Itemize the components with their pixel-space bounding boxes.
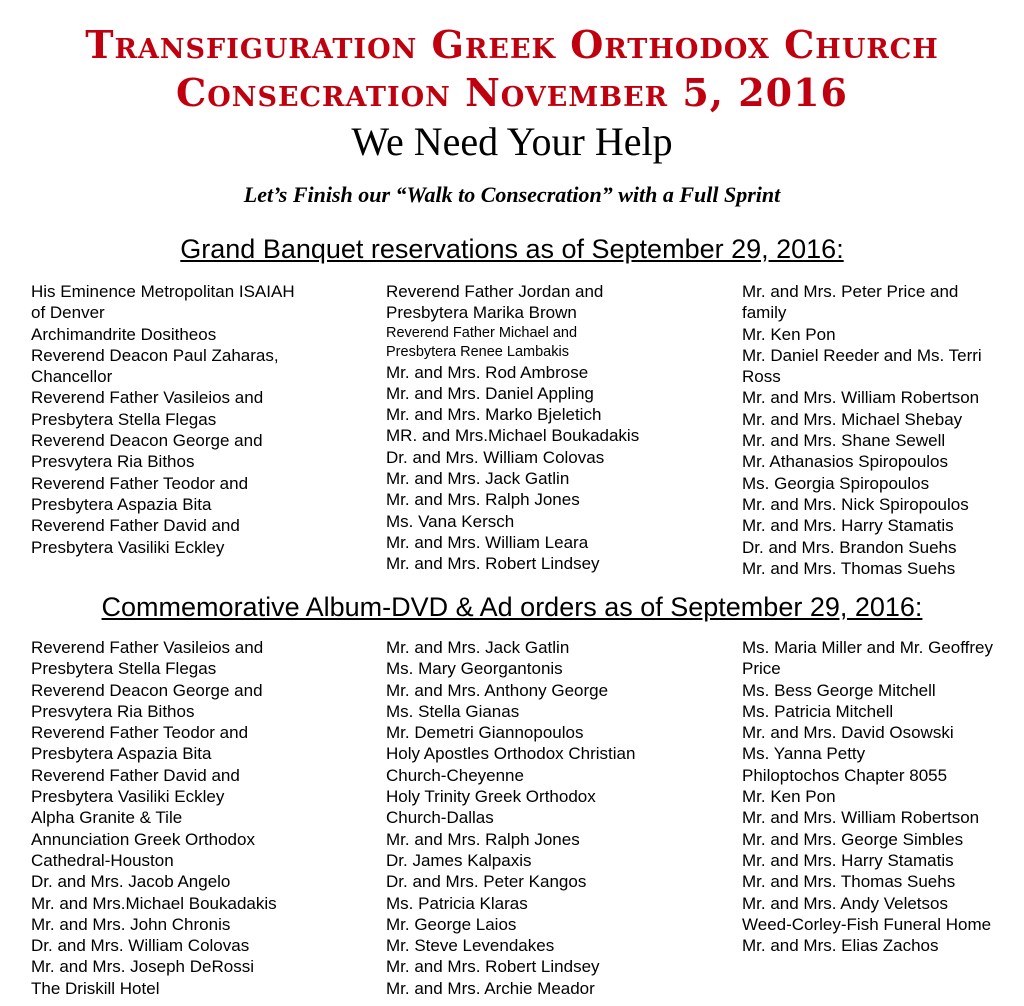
name-entry: Mr. and Mrs. Archie Meador	[386, 978, 595, 998]
name-entry: Mr. and Mrs. Anthony George	[386, 680, 609, 700]
name-entry: Presvytera Ria Bithos	[31, 701, 195, 721]
name-entry: Presbytera Stella Flegas	[31, 409, 217, 429]
headline: We Need Your Help	[351, 119, 673, 164]
name-entry: Alpha Granite & Tile	[31, 808, 183, 828]
name-entry: Archimandrite Dositheos	[31, 324, 217, 344]
name-entry: Mr. Daniel Reeder and Ms. Terri	[742, 345, 982, 365]
name-entry: The Driskill Hotel	[31, 978, 160, 998]
name-entry: Mr. Ken Pon	[742, 324, 836, 344]
name-entry: Ms. Mary Georgantonis	[386, 659, 563, 679]
name-entry: family	[742, 303, 787, 323]
name-entry: Philoptochos Chapter 8055	[742, 765, 948, 785]
name-entry: Ms. Yanna Petty	[742, 744, 866, 764]
name-entry: Mr. and Mrs. Thomas Suehs	[742, 558, 956, 578]
name-entry: Mr. and Mrs. Ralph Jones	[386, 829, 580, 849]
name-entry: Reverend Father Vasileios and	[31, 388, 264, 408]
name-entry: Reverend Deacon George and	[31, 431, 263, 451]
name-entry: Mr. and Mrs. Rod Ambrose	[386, 362, 589, 382]
name-entry: Reverend Father Teodor and	[31, 723, 249, 743]
name-entry: Presbytera Marika Brown	[386, 303, 577, 323]
name-entry: Ms. Bess George Mitchell	[742, 680, 936, 700]
name-entry: Mr. Athanasios Spiropoulos	[742, 452, 949, 472]
album-heading: Commemorative Album-DVD & Ad orders as of September 29, 2016:	[101, 592, 923, 622]
name-entry: Dr. and Mrs. William Colovas	[386, 447, 605, 467]
name-entry: Mr. and Mrs. Marko Bjeletich	[386, 405, 602, 425]
name-entry: Mr. and Mrs.Michael Boukadakis	[31, 893, 277, 913]
name-entry: Reverend Father Jordan and	[386, 282, 604, 301]
name-entry: Reverend Father Vasileios and	[31, 638, 264, 657]
name-entry: Mr. and Mrs. William Leara	[386, 532, 589, 552]
name-entry: Mr. and Mrs. William Robertson	[742, 808, 980, 828]
name-entry: Reverend Father Teodor and	[31, 473, 249, 493]
name-entry: Mr. and Mrs. Jack Gatlin	[386, 469, 570, 489]
name-entry: Mr. and Mrs. Ralph Jones	[386, 490, 580, 510]
name-entry: Church-Dallas	[386, 808, 494, 828]
name-entry: of Denver	[31, 303, 105, 323]
name-entry: Mr. and Mrs. Elias Zachos	[742, 936, 939, 956]
name-entry: Mr. Demetri Giannopoulos	[386, 723, 584, 743]
banquet-column-2	[386, 281, 726, 575]
name-entry: Price	[742, 659, 781, 679]
name-entry: Ms. Vana Kersch	[386, 511, 515, 531]
name-entry: Reverend Father David and	[31, 765, 240, 785]
name-entry: MR. and Mrs.Michael Boukadakis	[386, 426, 640, 446]
name-entry: Ms. Georgia Spiropoulos	[742, 473, 930, 493]
name-entry: Mr. and Mrs. Andy Veletsos	[742, 893, 948, 913]
name-entry: Mr. and Mrs. William Robertson	[742, 388, 980, 408]
name-entry: Presbytera Vasiliki Eckley	[31, 787, 225, 807]
consecration-date-title: Consecration November 5, 2016	[176, 70, 848, 115]
name-entry: Mr. and Mrs. George Simbles	[742, 829, 964, 849]
banquet-column-3	[742, 281, 1024, 579]
name-entry: Ms. Patricia Klaras	[386, 893, 528, 913]
name-entry: Mr. and Mrs. Nick Spiropoulos	[742, 494, 969, 514]
name-entry: Ms. Stella Gianas	[386, 701, 520, 721]
name-entry: Church-Cheyenne	[386, 765, 524, 785]
name-entry: Mr. and Mrs. David Osowski	[742, 723, 954, 743]
banquet-heading: Grand Banquet reservations as of September 29, 2016:	[180, 234, 844, 264]
banquet-column-1	[31, 281, 371, 558]
name-entry: Mr. and Mrs. Peter Price and	[742, 282, 959, 301]
name-entry: Dr. and Mrs. Brandon Suehs	[742, 537, 957, 557]
name-entry: Reverend Father David and	[31, 516, 240, 536]
name-entry: Mr. Ken Pon	[742, 787, 836, 807]
name-entry: Mr. and Mrs. Michael Shebay	[742, 409, 963, 429]
name-entry: Presbytera Aspazia Bita	[31, 494, 212, 514]
name-entry: Mr. and Mrs. John Chronis	[31, 914, 231, 934]
name-entry: Presbytera Stella Flegas	[31, 659, 217, 679]
name-entry: Cathedral-Houston	[31, 850, 174, 870]
name-entry: Dr. and Mrs. William Colovas	[31, 936, 250, 956]
name-entry: Mr. Steve Levendakes	[386, 936, 555, 956]
name-entry: Ross	[742, 367, 781, 387]
name-entry: Mr. and Mrs. Robert Lindsey	[386, 554, 600, 574]
name-entry: Reverend Deacon George and	[31, 680, 263, 700]
name-entry: Mr. George Laios	[386, 914, 517, 934]
name-entry: Mr. and Mrs. Jack Gatlin	[386, 638, 570, 657]
name-entry: Mr. and Mrs. Harry Stamatis	[742, 850, 954, 870]
name-entry: Reverend Deacon Paul Zaharas,	[31, 345, 279, 365]
name-entry: Annunciation Greek Orthodox	[31, 829, 255, 849]
name-entry: Mr. and Mrs. Joseph DeRossi	[31, 957, 254, 977]
name-entry: Mr. and Mrs. Robert Lindsey	[386, 957, 600, 977]
name-entry: Holy Apostles Orthodox Christian	[386, 744, 636, 764]
church-title: Transfiguration Greek Orthodox Church	[85, 22, 939, 67]
name-entry: Dr. James Kalpaxis	[386, 850, 532, 870]
name-entry: Presbytera Aspazia Bita	[31, 744, 212, 764]
name-entry: Holy Trinity Greek Orthodox	[386, 787, 596, 807]
album-column-2	[386, 637, 726, 999]
name-entry: Presbytera Vasiliki Eckley	[31, 537, 225, 557]
name-entry: Chancellor	[31, 367, 113, 387]
name-entry: Dr. and Mrs. Peter Kangos	[386, 872, 587, 892]
album-column-1	[31, 637, 371, 999]
name-entry: Mr. and Mrs. Thomas Suehs	[742, 872, 956, 892]
name-entry: Dr. and Mrs. Jacob Angelo	[31, 872, 231, 892]
album-column-3	[742, 637, 1024, 956]
name-entry: Mr. and Mrs. Harry Stamatis	[742, 516, 954, 536]
name-entry: Ms. Maria Miller and Mr. Geoffrey	[742, 638, 993, 657]
name-entry: Reverend Father Michael and	[386, 324, 578, 341]
subtitle: Let’s Finish our “Walk to Consecration” with a Full Sprint	[243, 182, 781, 207]
name-entry: Mr. and Mrs. Daniel Appling	[386, 383, 594, 403]
name-entry: Ms. Patricia Mitchell	[742, 701, 894, 721]
name-entry: Presvytera Ria Bithos	[31, 452, 195, 472]
name-entry: Presbytera Renee Lambakis	[386, 343, 569, 360]
name-entry: Mr. and Mrs. Shane Sewell	[742, 431, 946, 451]
name-entry: His Eminence Metropolitan ISAIAH	[31, 282, 295, 301]
name-entry: Weed-Corley-Fish Funeral Home	[742, 914, 992, 934]
